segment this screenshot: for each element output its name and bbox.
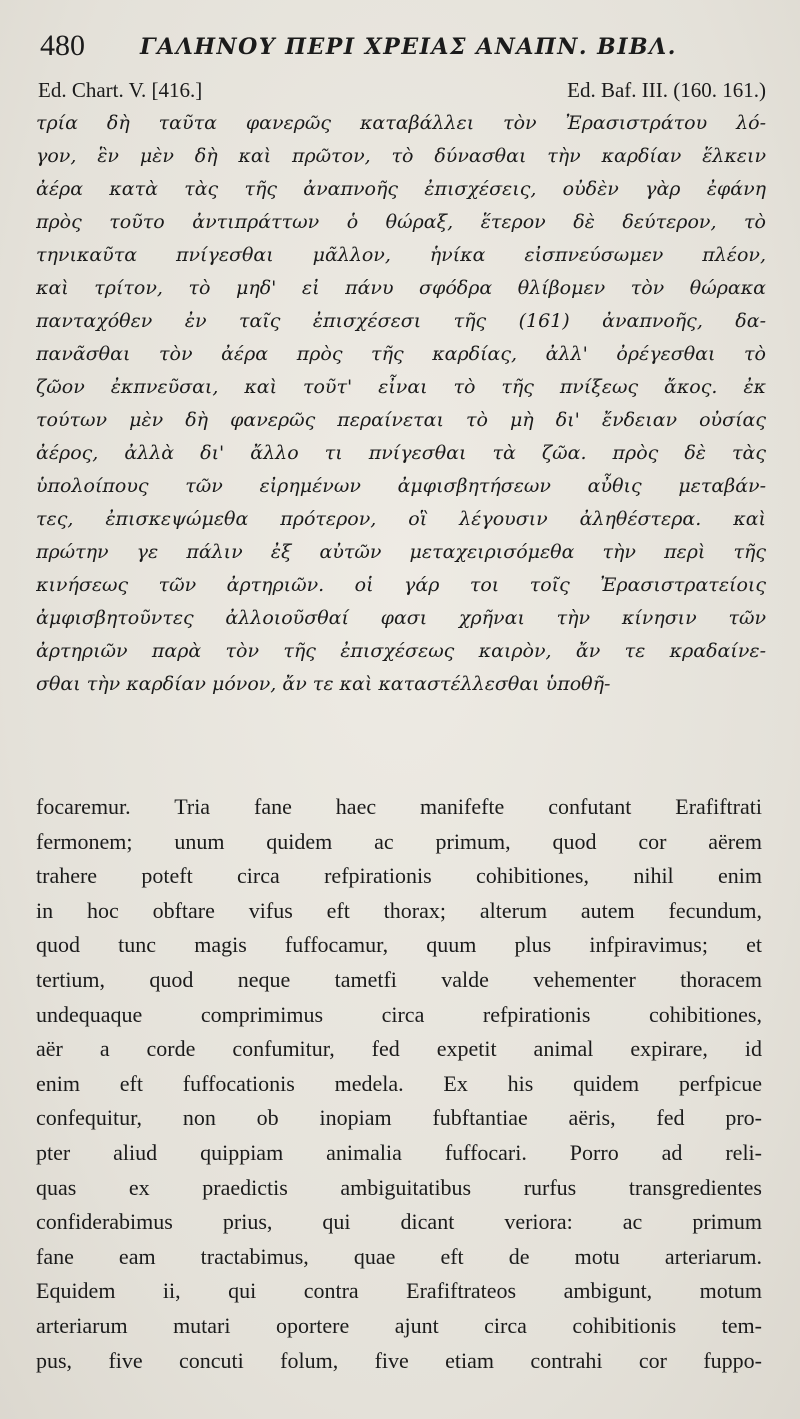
greek-line: πανᾶσθαι τὸν ἀέρα πρὸς τῆς καρδίας, ἀλλ' ὀρέγεσθαι τὸ <box>36 343 766 365</box>
greek-line: πανταχόθεν ἐν ταῖς ἐπισχέσεσι τῆς (161) ἀναπνοῆς, δα- <box>36 310 766 332</box>
latin-line: fane eam tractabimus, quae eft de motu arteriarum. <box>36 1243 762 1269</box>
greek-line: τρία δὴ ταῦτα φανερῶς καταβάλλει τὸν Ἐρασιστράτου λό- <box>36 112 766 134</box>
page-number: 480 <box>40 29 85 62</box>
greek-line: ὑπολοίπους τῶν εἰρημένων ἀμφισβητήσεων αὖθις μεταβάν- <box>36 475 766 497</box>
edition-chartier: Ed. Chart. V. [416.] <box>38 78 203 102</box>
latin-line: pus, five concuti folum, five etiam contrahi cor fuppo- <box>36 1347 762 1373</box>
latin-line: quod tunc magis fuffocamur, quum plus infpiravimus; et <box>36 932 762 958</box>
latin-line: in hoc obftare vifus eft thorax; alterum autem fecundum, <box>36 897 762 923</box>
latin-line: pter aliud quippiam animalia fuffocari. Porro ad reli- <box>36 1139 762 1165</box>
page-header <box>40 28 770 68</box>
latin-line: Equidem ii, qui contra Erafiftrateos ambigunt, motum <box>36 1278 762 1304</box>
running-title: ΓΑΛΗΝΟΥ ΠΕΡΙ ΧΡΕΙΑΣ ΑΝΑΠΝ. ΒΙΒΛ. <box>140 34 677 60</box>
greek-text <box>36 107 766 701</box>
greek-line: καὶ τρίτον, τὸ μηδ' εἰ πάνυ σφόδρα θλίβομεν τὸν θώρακα <box>36 277 766 299</box>
greek-line: πρώτην γε πάλιν ἐξ αὐτῶν μεταχειρισόμεθα τὴν περὶ τῆς <box>36 541 766 563</box>
greek-line: πρὸς τοῦτο ἀντιπράττων ὁ θώραξ, ἕτερον δὲ δεύτερον, τὸ <box>36 211 766 233</box>
edition-reference <box>38 76 766 104</box>
latin-line: focaremur. Tria fane haec manifefte confutant Erafiftrati <box>36 794 762 819</box>
latin-line: confiderabimus prius, qui dicant veriora: ac primum <box>36 1209 762 1235</box>
greek-line: τες, ἐπισκεψώμεθα πρότερον, οἳ λέγουσιν ἀληθέστερα. καὶ <box>36 508 766 530</box>
greek-line: γον, ἓν μὲν δὴ καὶ πρῶτον, τὸ δύνασθαι τὴν καρδίαν ἕλκειν <box>36 145 766 167</box>
latin-line: quas ex praedictis ambiguitatibus rurfus transgredientes <box>36 1174 762 1200</box>
latin-line: enim eft fuffocationis medela. Ex his quidem perfpicue <box>36 1070 762 1096</box>
greek-line: κινήσεως τῶν ἀρτηριῶν. οἱ γάρ τοι τοῖς Ἐρασιστρατείοις <box>36 574 766 596</box>
greek-line: ἀμφισβητοῦντες ἀλλοιοῦσθαί φασι χρῆναι τὴν κίνησιν τῶν <box>36 607 766 629</box>
latin-line: tertium, quod neque tametfi valde vehementer thoracem <box>36 966 762 992</box>
latin-line: trahere poteft circa refpirationis cohibitiones, nihil enim <box>36 863 762 889</box>
greek-line: ἀέρος, ἀλλὰ δι' ἄλλο τι πνίγεσθαι τὰ ζῶα. πρὸς δὲ τὰς <box>36 442 766 464</box>
latin-text <box>36 790 762 1378</box>
greek-line: σθαι τὴν καρδίαν μόνον, ἄν τε καὶ καταστέλλεσθαι ὑποθῆ- <box>36 673 611 695</box>
greek-line: ἀρτηριῶν παρὰ τὸν τῆς ἐπισχέσεως καιρὸν, ἄν τε κραδαίνε- <box>36 640 766 662</box>
greek-line: ἀέρα κατὰ τὰς τῆς ἀναπνοῆς ἐπισχέσεις, οὐδὲν γὰρ ἐφάνη <box>36 178 766 200</box>
edition-basel: Ed. Baf. III. (160. 161.) <box>567 78 766 102</box>
latin-line: confequitur, non ob inopiam fubftantiae aëris, fed pro- <box>36 1105 762 1131</box>
latin-line: fermonem; unum quidem ac primum, quod cor aërem <box>36 828 762 854</box>
greek-line: ζῶον ἐκπνεῦσαι, καὶ τοῦτ' εἶναι τὸ τῆς πνίξεως ἄκος. ἐκ <box>36 376 766 398</box>
latin-line: undequaque comprimimus circa refpirationis cohibitiones, <box>36 1001 762 1027</box>
latin-line: aër a corde confumitur, fed expetit animal expirare, id <box>36 1036 762 1062</box>
greek-line: τούτων μὲν δὴ φανερῶς περαίνεται τὸ μὴ δι' ἔνδειαν οὐσίας <box>36 409 766 431</box>
greek-line: τηνικαῦτα πνίγεσθαι μᾶλλον, ἡνίκα εἰσπνεύσωμεν πλέον, <box>36 244 766 266</box>
latin-line: arteriarum mutari oportere ajunt circa cohibitionis tem- <box>36 1312 762 1338</box>
